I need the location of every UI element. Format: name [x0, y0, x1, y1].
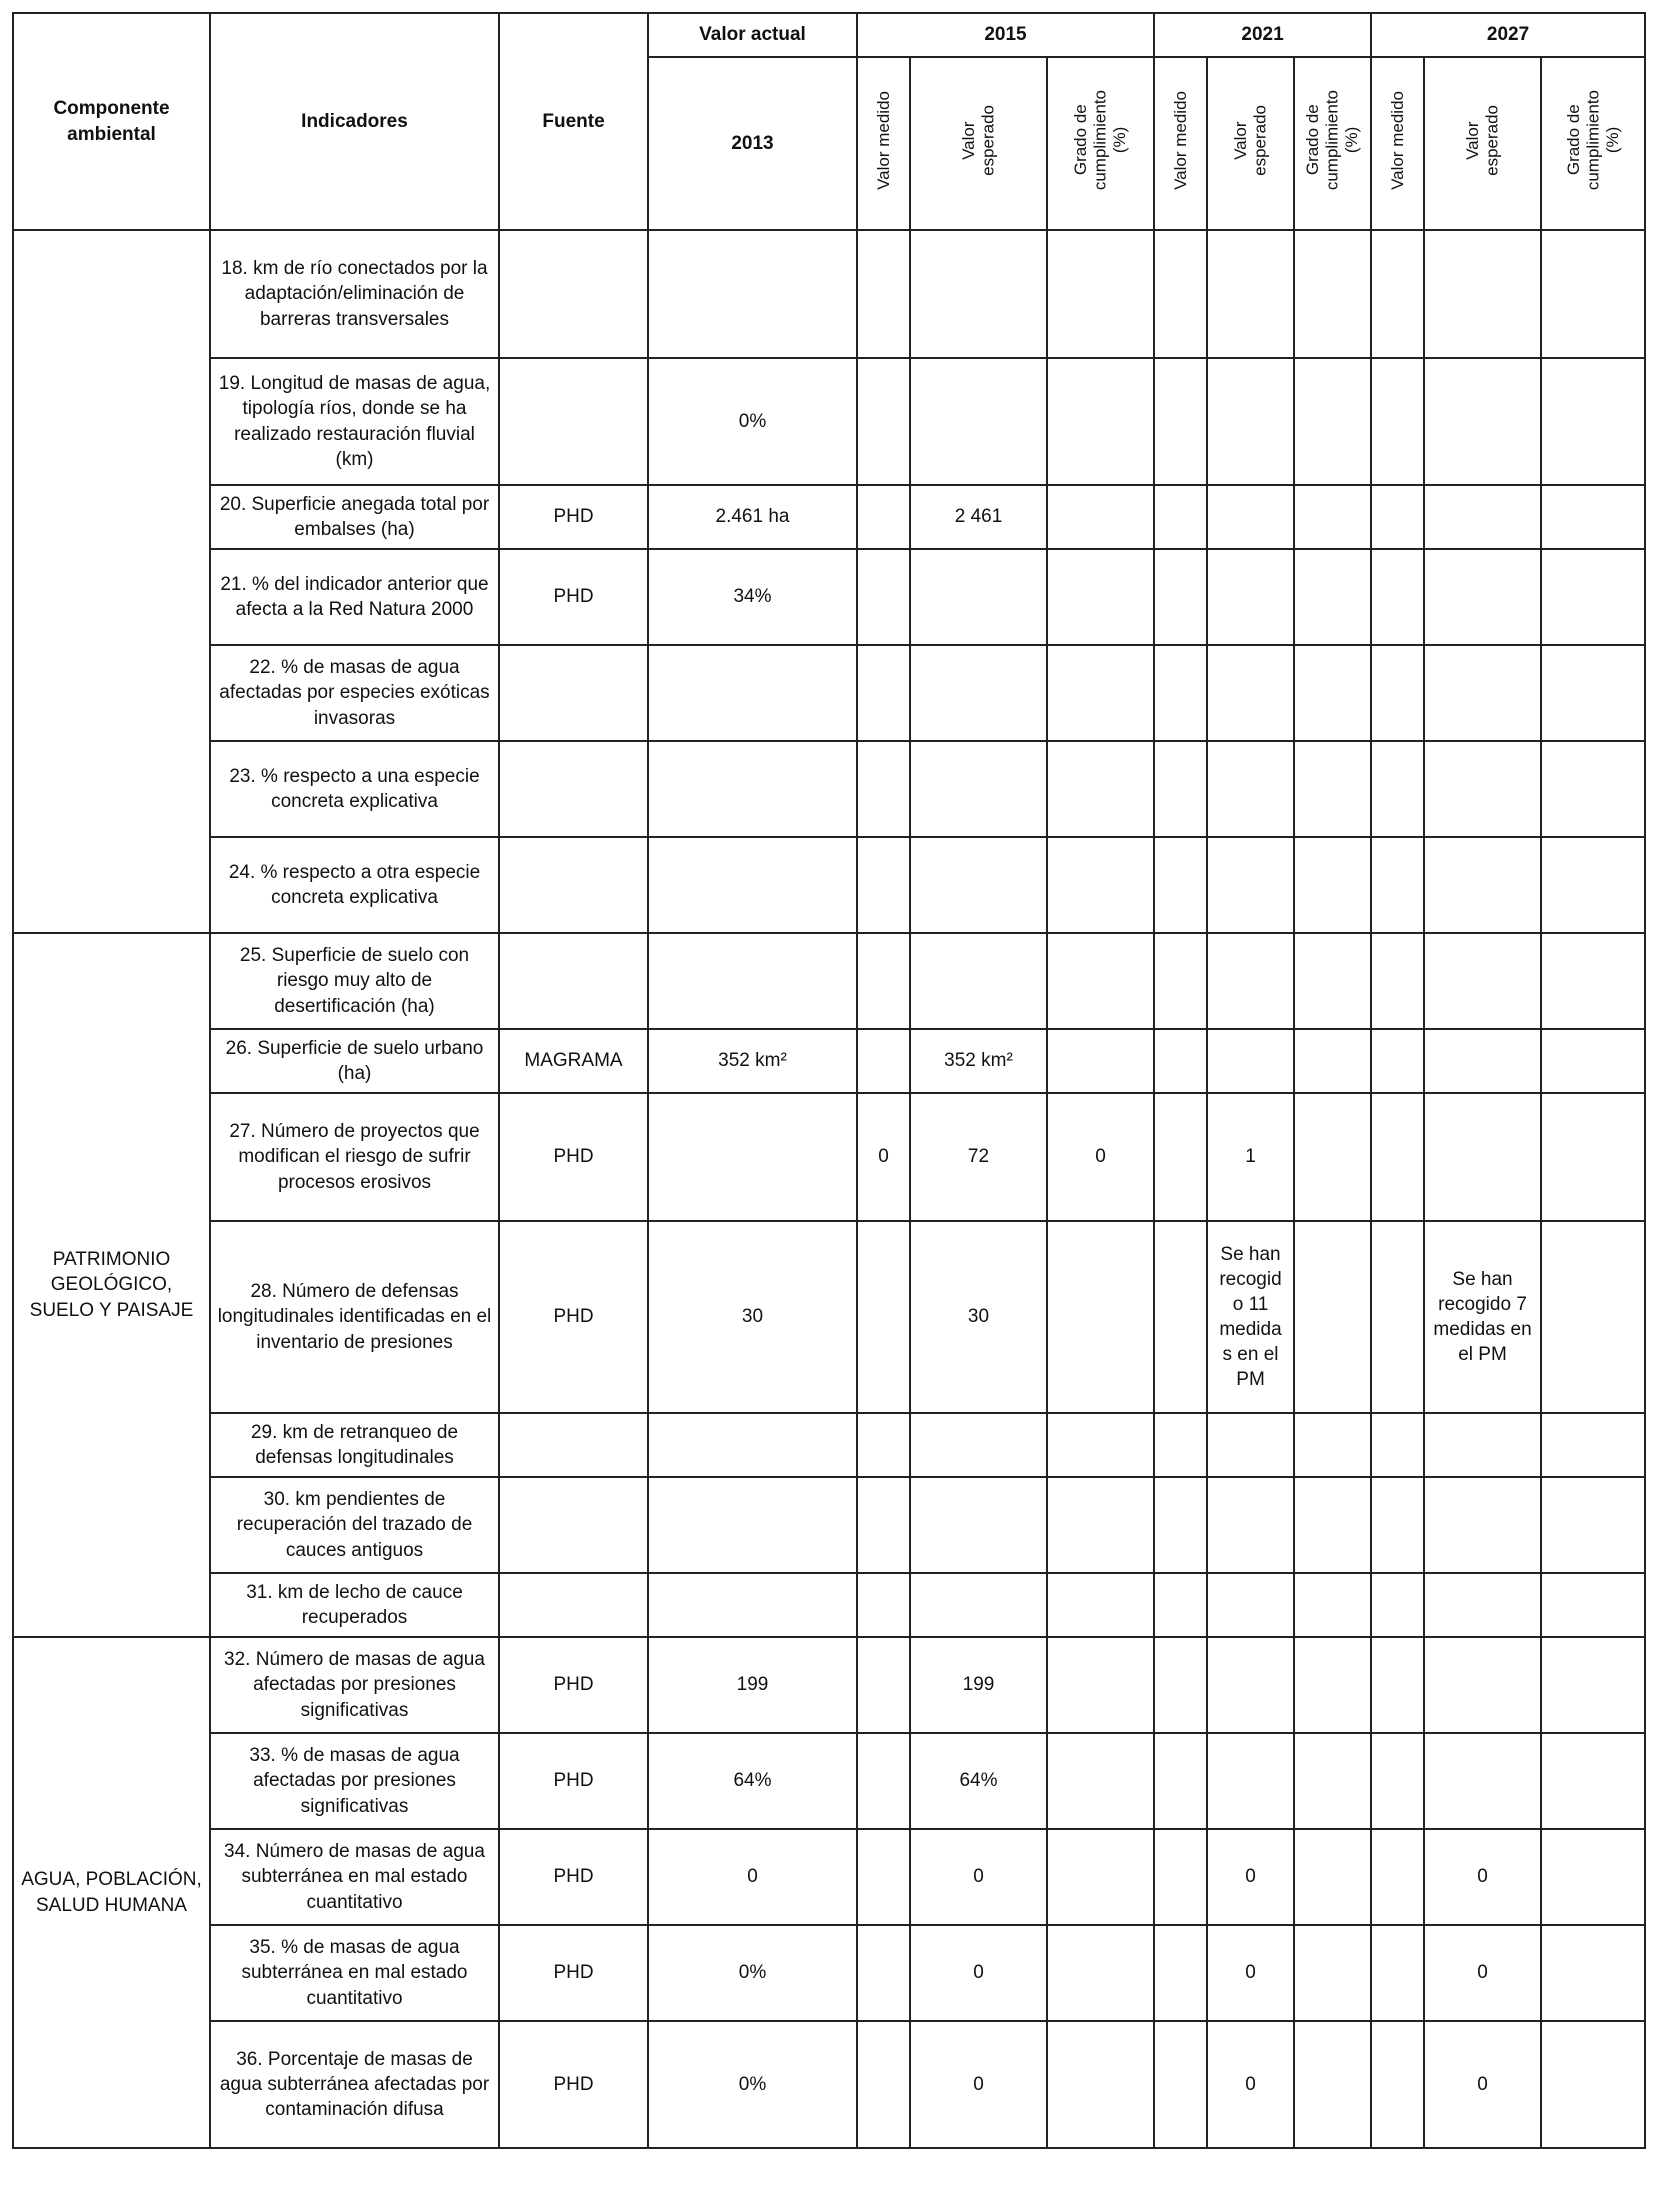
- value-cell-m15: 0: [857, 1093, 910, 1221]
- fuente-cell: PHD: [499, 1733, 648, 1829]
- value-cell-e27: [1424, 1093, 1541, 1221]
- valor-actual-cell: [648, 837, 857, 933]
- table-row: [13, 837, 1645, 933]
- value-cell-g15: 0: [1047, 1093, 1154, 1221]
- valor-actual-cell: 2.461 ha: [648, 485, 857, 549]
- value-cell-e27: [1424, 1573, 1541, 1637]
- table-row: [13, 1413, 1645, 1477]
- header-componente: Componente ambiental: [13, 13, 210, 230]
- value-cell-g15: [1047, 2021, 1154, 2148]
- value-cell-e27: [1424, 1637, 1541, 1733]
- value-cell-e15: [910, 1477, 1047, 1573]
- value-cell-g27: [1541, 1733, 1645, 1829]
- value-cell-e27: Se han recogido 7 medidas en el PM: [1424, 1221, 1541, 1413]
- vertical-label: Valor medido: [1170, 90, 1190, 190]
- fuente-cell: [499, 1477, 648, 1573]
- value-cell-e21: [1207, 485, 1294, 549]
- value-cell-g27: [1541, 1573, 1645, 1637]
- value-cell-g15: [1047, 1925, 1154, 2021]
- value-cell-e15: 0: [910, 1925, 1047, 2021]
- value-cell-e21: [1207, 1029, 1294, 1093]
- header-year-2013: 2013: [648, 57, 857, 230]
- value-cell-g27: [1541, 549, 1645, 645]
- value-cell-g15: [1047, 1733, 1154, 1829]
- value-cell-e15: [910, 741, 1047, 837]
- value-cell-g15: [1047, 485, 1154, 549]
- indicator-cell: 25. Superficie de suelo con riesgo muy alto de desertificación (ha): [210, 933, 499, 1029]
- vertical-label: Grado de cumplimiento (%): [1303, 89, 1362, 191]
- value-cell-e21: [1207, 549, 1294, 645]
- indicator-cell: 28. Número de defensas longitudinales identificadas en el inventario de presiones: [210, 1221, 499, 1413]
- vertical-label: Valor medido: [873, 90, 893, 190]
- table-row: [13, 2021, 1645, 2148]
- header-2027-valor-esperado: [1424, 57, 1541, 230]
- value-cell-g21: [1294, 2021, 1371, 2148]
- table-body: [13, 230, 1645, 2148]
- value-cell-g21: [1294, 1413, 1371, 1477]
- value-cell-g15: [1047, 1413, 1154, 1477]
- value-cell-m21: [1154, 1925, 1207, 2021]
- indicator-cell: 34. Número de masas de agua subterránea en mal estado cuantitativo: [210, 1829, 499, 1925]
- value-cell-m27: [1371, 1733, 1424, 1829]
- header-2021-valor-esperado: [1207, 57, 1294, 230]
- fuente-cell: [499, 741, 648, 837]
- value-cell-e21: [1207, 1637, 1294, 1733]
- fuente-cell: [499, 1573, 648, 1637]
- value-cell-g21: [1294, 741, 1371, 837]
- fuente-cell: PHD: [499, 549, 648, 645]
- value-cell-g15: [1047, 1829, 1154, 1925]
- value-cell-g27: [1541, 1637, 1645, 1733]
- value-cell-g15: [1047, 549, 1154, 645]
- value-cell-g21: [1294, 358, 1371, 485]
- fuente-cell: [499, 645, 648, 741]
- value-cell-m27: [1371, 2021, 1424, 2148]
- value-cell-m27: [1371, 358, 1424, 485]
- value-cell-e27: 0: [1424, 2021, 1541, 2148]
- value-cell-g27: [1541, 1093, 1645, 1221]
- table-row: [13, 1829, 1645, 1925]
- indicator-cell: 27. Número de proyectos que modifican el riesgo de sufrir procesos erosivos: [210, 1093, 499, 1221]
- value-cell-m21: [1154, 933, 1207, 1029]
- value-cell-m27: [1371, 933, 1424, 1029]
- fuente-cell: MAGRAMA: [499, 1029, 648, 1093]
- table-row: [13, 1733, 1645, 1829]
- header-2027-valor-medido: [1371, 57, 1424, 230]
- value-cell-e15: 0: [910, 1829, 1047, 1925]
- header-2015-valor-medido: [857, 57, 910, 230]
- value-cell-m15: [857, 549, 910, 645]
- value-cell-e21: [1207, 933, 1294, 1029]
- value-cell-e21: [1207, 1733, 1294, 1829]
- indicator-cell: 24. % respecto a otra especie concreta explicativa: [210, 837, 499, 933]
- value-cell-g27: [1541, 741, 1645, 837]
- fuente-cell: PHD: [499, 1829, 648, 1925]
- value-cell-e15: [910, 1573, 1047, 1637]
- fuente-cell: [499, 837, 648, 933]
- value-cell-e21: 1: [1207, 1093, 1294, 1221]
- value-cell-m21: [1154, 230, 1207, 358]
- value-cell-m27: [1371, 1221, 1424, 1413]
- value-cell-m21: [1154, 1221, 1207, 1413]
- value-cell-m21: [1154, 549, 1207, 645]
- valor-actual-cell: 0%: [648, 2021, 857, 2148]
- vertical-label: Valor esperado: [1230, 104, 1270, 176]
- value-cell-m21: [1154, 485, 1207, 549]
- value-cell-m21: [1154, 1477, 1207, 1573]
- valor-actual-cell: 0: [648, 1829, 857, 1925]
- value-cell-g21: [1294, 837, 1371, 933]
- valor-actual-cell: [648, 1477, 857, 1573]
- indicator-cell: 30. km pendientes de recuperación del trazado de cauces antiguos: [210, 1477, 499, 1573]
- value-cell-g27: [1541, 1829, 1645, 1925]
- valor-actual-cell: 64%: [648, 1733, 857, 1829]
- fuente-cell: [499, 1413, 648, 1477]
- table-row: [13, 1093, 1645, 1221]
- value-cell-m15: [857, 645, 910, 741]
- value-cell-e27: [1424, 230, 1541, 358]
- value-cell-m21: [1154, 1829, 1207, 1925]
- value-cell-g15: [1047, 741, 1154, 837]
- value-cell-g21: [1294, 485, 1371, 549]
- value-cell-m21: [1154, 1413, 1207, 1477]
- value-cell-e21: [1207, 358, 1294, 485]
- value-cell-e21: [1207, 837, 1294, 933]
- value-cell-g21: [1294, 549, 1371, 645]
- value-cell-g21: [1294, 1029, 1371, 1093]
- value-cell-e21: 0: [1207, 1925, 1294, 2021]
- value-cell-m15: [857, 1221, 910, 1413]
- table-row: [13, 230, 1645, 358]
- value-cell-g15: [1047, 645, 1154, 741]
- value-cell-g15: [1047, 358, 1154, 485]
- value-cell-e27: [1424, 837, 1541, 933]
- indicator-cell: 22. % de masas de agua afectadas por especies exóticas invasoras: [210, 645, 499, 741]
- table-row: [13, 645, 1645, 741]
- fuente-cell: [499, 933, 648, 1029]
- value-cell-e15: 30: [910, 1221, 1047, 1413]
- value-cell-e27: [1424, 1029, 1541, 1093]
- value-cell-m21: [1154, 1093, 1207, 1221]
- indicator-cell: 29. km de retranqueo de defensas longitudinales: [210, 1413, 499, 1477]
- componente-cell: PATRIMONIO GEOLÓGICO, SUELO Y PAISAJE: [13, 933, 210, 1637]
- value-cell-m15: [857, 1573, 910, 1637]
- valor-actual-cell: 0%: [648, 358, 857, 485]
- value-cell-m15: [857, 485, 910, 549]
- value-cell-e21: 0: [1207, 1829, 1294, 1925]
- header-year-2015: 2015: [857, 13, 1154, 57]
- value-cell-g27: [1541, 2021, 1645, 2148]
- value-cell-m21: [1154, 2021, 1207, 2148]
- value-cell-e27: [1424, 358, 1541, 485]
- table-row: [13, 741, 1645, 837]
- vertical-label: Valor medido: [1387, 90, 1407, 190]
- value-cell-m15: [857, 837, 910, 933]
- value-cell-m15: [857, 1829, 910, 1925]
- value-cell-g21: [1294, 1733, 1371, 1829]
- value-cell-g21: [1294, 1637, 1371, 1733]
- value-cell-g21: [1294, 1477, 1371, 1573]
- indicators-table: [12, 12, 1646, 2149]
- value-cell-g27: [1541, 645, 1645, 741]
- valor-actual-cell: 199: [648, 1637, 857, 1733]
- fuente-cell: PHD: [499, 1925, 648, 2021]
- indicator-cell: 32. Número de masas de agua afectadas por presiones significativas: [210, 1637, 499, 1733]
- value-cell-m27: [1371, 1413, 1424, 1477]
- value-cell-g15: [1047, 1221, 1154, 1413]
- value-cell-m27: [1371, 1029, 1424, 1093]
- value-cell-m21: [1154, 645, 1207, 741]
- valor-actual-cell: 34%: [648, 549, 857, 645]
- value-cell-g21: [1294, 1573, 1371, 1637]
- value-cell-e15: [910, 1413, 1047, 1477]
- value-cell-m27: [1371, 1477, 1424, 1573]
- valor-actual-cell: 352 km²: [648, 1029, 857, 1093]
- value-cell-g27: [1541, 1413, 1645, 1477]
- value-cell-e27: [1424, 741, 1541, 837]
- value-cell-g15: [1047, 1477, 1154, 1573]
- value-cell-m27: [1371, 645, 1424, 741]
- value-cell-m15: [857, 1477, 910, 1573]
- header-2021-valor-medido: [1154, 57, 1207, 230]
- value-cell-m21: [1154, 1637, 1207, 1733]
- value-cell-g27: [1541, 1029, 1645, 1093]
- fuente-cell: PHD: [499, 2021, 648, 2148]
- value-cell-e15: [910, 837, 1047, 933]
- header-valor-actual: Valor actual: [648, 13, 857, 57]
- value-cell-m15: [857, 741, 910, 837]
- value-cell-m15: [857, 1733, 910, 1829]
- value-cell-g15: [1047, 1029, 1154, 1093]
- indicator-cell: 26. Superficie de suelo urbano (ha): [210, 1029, 499, 1093]
- indicator-cell: 23. % respecto a una especie concreta explicativa: [210, 741, 499, 837]
- value-cell-g21: [1294, 645, 1371, 741]
- value-cell-g27: [1541, 1477, 1645, 1573]
- value-cell-m27: [1371, 1925, 1424, 2021]
- value-cell-g21: [1294, 1925, 1371, 2021]
- value-cell-m21: [1154, 1573, 1207, 1637]
- value-cell-m27: [1371, 741, 1424, 837]
- value-cell-m27: [1371, 549, 1424, 645]
- fuente-cell: PHD: [499, 485, 648, 549]
- value-cell-g15: [1047, 230, 1154, 358]
- indicator-cell: 20. Superficie anegada total por embalses (ha): [210, 485, 499, 549]
- value-cell-m21: [1154, 1029, 1207, 1093]
- value-cell-g27: [1541, 230, 1645, 358]
- value-cell-e15: 2 461: [910, 485, 1047, 549]
- value-cell-m27: [1371, 1637, 1424, 1733]
- value-cell-m15: [857, 230, 910, 358]
- value-cell-e27: [1424, 933, 1541, 1029]
- value-cell-m15: [857, 1029, 910, 1093]
- table-header: [13, 13, 1645, 230]
- value-cell-e21: [1207, 741, 1294, 837]
- value-cell-g15: [1047, 1573, 1154, 1637]
- valor-actual-cell: 0%: [648, 1925, 857, 2021]
- value-cell-e15: 72: [910, 1093, 1047, 1221]
- value-cell-e21: [1207, 645, 1294, 741]
- value-cell-e15: 352 km²: [910, 1029, 1047, 1093]
- valor-actual-cell: [648, 933, 857, 1029]
- table-row: [13, 358, 1645, 485]
- value-cell-g27: [1541, 1221, 1645, 1413]
- value-cell-m15: [857, 1925, 910, 2021]
- value-cell-e27: [1424, 1733, 1541, 1829]
- value-cell-g27: [1541, 1925, 1645, 2021]
- value-cell-g21: [1294, 1093, 1371, 1221]
- value-cell-e21: [1207, 1573, 1294, 1637]
- table-row: [13, 933, 1645, 1029]
- value-cell-e15: [910, 549, 1047, 645]
- value-cell-g21: [1294, 230, 1371, 358]
- value-cell-g21: [1294, 1221, 1371, 1413]
- vertical-label: Valor esperado: [958, 104, 998, 176]
- value-cell-m27: [1371, 837, 1424, 933]
- value-cell-m21: [1154, 1733, 1207, 1829]
- value-cell-g27: [1541, 837, 1645, 933]
- indicator-cell: 35. % de masas de agua subterránea en mal estado cuantitativo: [210, 1925, 499, 2021]
- header-year-2021: 2021: [1154, 13, 1371, 57]
- indicator-cell: 31. km de lecho de cauce recuperados: [210, 1573, 499, 1637]
- componente-cell: AGUA, POBLACIÓN, SALUD HUMANA: [13, 1637, 210, 2148]
- valor-actual-cell: [648, 645, 857, 741]
- value-cell-e15: [910, 645, 1047, 741]
- value-cell-e27: 0: [1424, 1925, 1541, 2021]
- value-cell-e27: [1424, 645, 1541, 741]
- header-2015-grado: [1047, 57, 1154, 230]
- vertical-label: Valor esperado: [1462, 104, 1502, 176]
- value-cell-e15: [910, 933, 1047, 1029]
- header-2015-valor-esperado: [910, 57, 1047, 230]
- value-cell-m21: [1154, 837, 1207, 933]
- value-cell-m27: [1371, 1093, 1424, 1221]
- value-cell-m15: [857, 2021, 910, 2148]
- value-cell-g15: [1047, 837, 1154, 933]
- value-cell-e15: 0: [910, 2021, 1047, 2148]
- header-2021-grado: [1294, 57, 1371, 230]
- indicator-cell: 33. % de masas de agua afectadas por presiones significativas: [210, 1733, 499, 1829]
- value-cell-e27: 0: [1424, 1829, 1541, 1925]
- value-cell-g21: [1294, 933, 1371, 1029]
- header-year-2027: 2027: [1371, 13, 1645, 57]
- vertical-label: Grado de cumplimiento (%): [1071, 89, 1130, 191]
- value-cell-m15: [857, 933, 910, 1029]
- value-cell-e15: 64%: [910, 1733, 1047, 1829]
- value-cell-m21: [1154, 741, 1207, 837]
- value-cell-g27: [1541, 485, 1645, 549]
- value-cell-g27: [1541, 933, 1645, 1029]
- indicator-cell: 36. Porcentaje de masas de agua subterránea afectadas por contaminación difusa: [210, 2021, 499, 2148]
- valor-actual-cell: [648, 230, 857, 358]
- value-cell-m27: [1371, 485, 1424, 549]
- fuente-cell: PHD: [499, 1093, 648, 1221]
- value-cell-g21: [1294, 1829, 1371, 1925]
- table-row: [13, 1573, 1645, 1637]
- value-cell-m15: [857, 1413, 910, 1477]
- value-cell-e21: Se han recogid o 11 medida s en el PM: [1207, 1221, 1294, 1413]
- fuente-cell: [499, 358, 648, 485]
- value-cell-e27: [1424, 1477, 1541, 1573]
- vertical-label: Grado de cumplimiento (%): [1563, 89, 1622, 191]
- value-cell-m27: [1371, 230, 1424, 358]
- value-cell-g15: [1047, 933, 1154, 1029]
- value-cell-e27: [1424, 549, 1541, 645]
- value-cell-g27: [1541, 358, 1645, 485]
- value-cell-m27: [1371, 1829, 1424, 1925]
- value-cell-e27: [1424, 1413, 1541, 1477]
- fuente-cell: [499, 230, 648, 358]
- table-row: [13, 1925, 1645, 2021]
- valor-actual-cell: [648, 1573, 857, 1637]
- fuente-cell: PHD: [499, 1637, 648, 1733]
- indicator-cell: 21. % del indicador anterior que afecta a la Red Natura 2000: [210, 549, 499, 645]
- table-row: [13, 1029, 1645, 1093]
- value-cell-m21: [1154, 358, 1207, 485]
- table-row: [13, 485, 1645, 549]
- value-cell-m27: [1371, 1573, 1424, 1637]
- header-fuente: Fuente: [499, 13, 648, 230]
- table-row: [13, 549, 1645, 645]
- value-cell-e27: [1424, 485, 1541, 549]
- value-cell-e21: [1207, 230, 1294, 358]
- valor-actual-cell: [648, 741, 857, 837]
- value-cell-m15: [857, 1637, 910, 1733]
- indicator-cell: 19. Longitud de masas de agua, tipología ríos, donde se ha realizado restauración fluvial (km): [210, 358, 499, 485]
- value-cell-e21: [1207, 1413, 1294, 1477]
- value-cell-e15: 199: [910, 1637, 1047, 1733]
- fuente-cell: PHD: [499, 1221, 648, 1413]
- value-cell-e15: [910, 230, 1047, 358]
- indicator-cell: 18. km de río conectados por la adaptación/eliminación de barreras transversales: [210, 230, 499, 358]
- table-row: [13, 1221, 1645, 1413]
- valor-actual-cell: [648, 1413, 857, 1477]
- componente-cell: [13, 230, 210, 933]
- value-cell-e21: 0: [1207, 2021, 1294, 2148]
- header-2027-grado: [1541, 57, 1645, 230]
- value-cell-e15: [910, 358, 1047, 485]
- value-cell-e21: [1207, 1477, 1294, 1573]
- value-cell-m15: [857, 358, 910, 485]
- valor-actual-cell: [648, 1093, 857, 1221]
- header-indicadores: Indicadores: [210, 13, 499, 230]
- valor-actual-cell: 30: [648, 1221, 857, 1413]
- table-row: [13, 1637, 1645, 1733]
- value-cell-g15: [1047, 1637, 1154, 1733]
- table-row: [13, 1477, 1645, 1573]
